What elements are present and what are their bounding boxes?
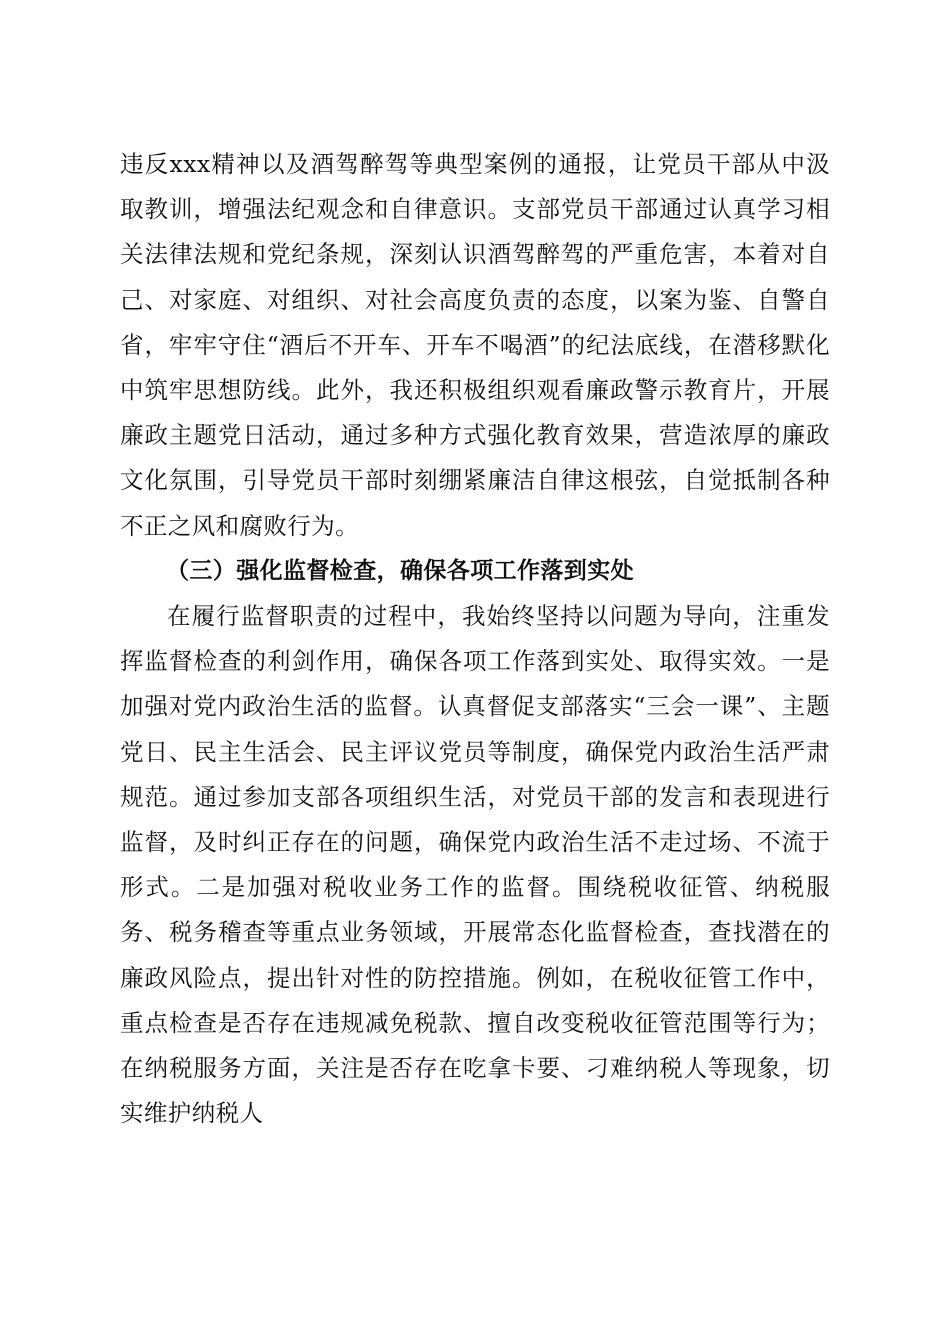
section-heading: （三）强化监督检查，确保各项工作落到实处 (166, 557, 634, 584)
body-paragraph-main: 在履行监督职责的过程中，我始终坚持以问题为导向，注重发挥监督检查的利剑作用，确保各项工作落到实处、取得实效。一是加强对党内政治生活的监督。认真督促支部落实“三会一课”、主题党日、民主生活会、民主评议党员等制度，确保党内政治生活严肃规范。通过参加支部各项组织生活，对党员干部的发言和表现进行监督，及时纠正存在的问题，确保党内政治生活不走过场、不流于形式。二是加强对税收业务工作的监督。围绕税收征管、纳税服务、税务稽查等重点业务领域，开展常态化监督检查，查找潜在的廉政风险点，提出针对性的防控措施。例如，在税收征管工作中，重点检查是否存在违规减免税款、擅自改变税收征管范围等行为；在纳税服务方面，关注是否存在吃拿卡要、刁难纳税人等现象，切实维护纳税人 (120, 602, 830, 1128)
document-body (120, 142, 830, 1136)
body-paragraph-continued: 违反xxx精神以及酒驾醉驾等典型案例的通报，让党员干部从中汲取教训，增强法纪观念和自律意识。支部党员干部通过认真学习相关法律法规和党纪条规，深刻认识酒驾醉驾的严重危害，本着对自己、对家庭、对组织、对社会高度负责的态度，以案为鉴、自警自省，牢牢守住“酒后不开车、开车不喝酒”的纪法底线，在潜移默化中筑牢思想防线。此外，我还积极组织观看廉政警示教育片，开展廉政主题党日活动，通过多种方式强化教育效果，营造浓厚的廉政文化氛围，引导党员干部时刻绷紧廉洁自律这根弦，自觉抵制各种不正之风和腐败行为。 (120, 150, 830, 540)
